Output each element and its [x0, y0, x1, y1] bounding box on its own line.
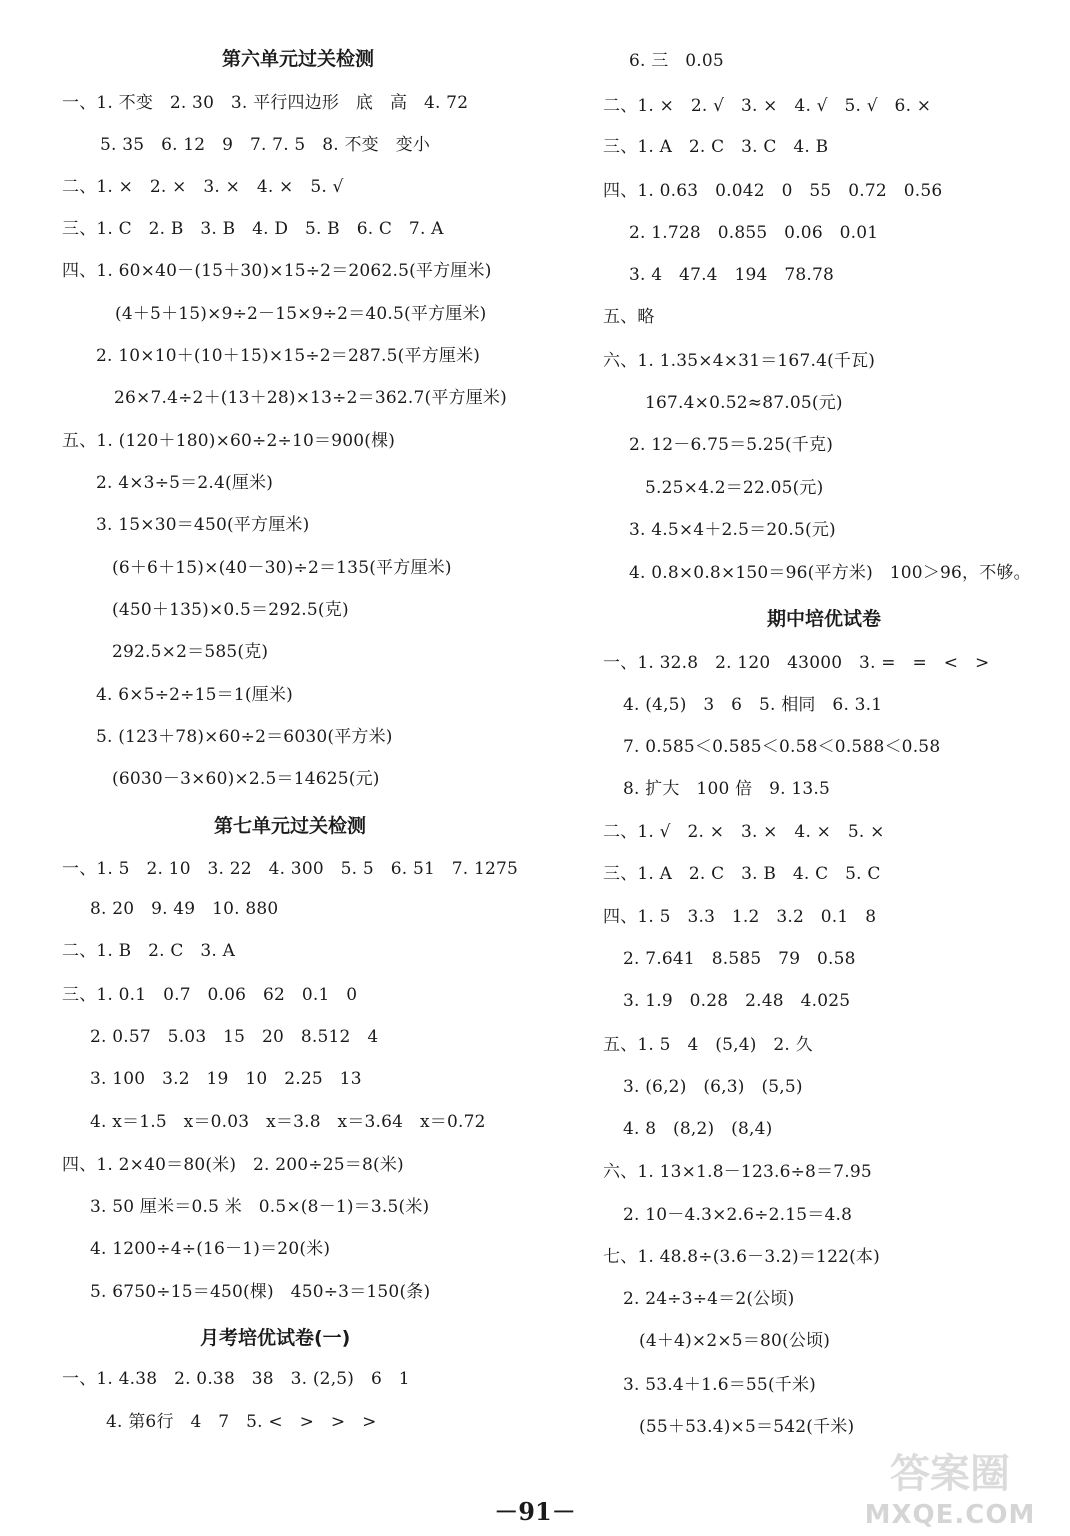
- answer-line: 4. 6×5÷2÷15＝1(厘米): [96, 685, 293, 705]
- answer-line: 3. 50 厘米＝0.5 米 0.5×(8－1)＝3.5(米): [90, 1197, 430, 1217]
- answer-line: 三、1. A 2. C 3. B 4. C 5. C: [603, 864, 881, 884]
- answer-line: 5. 6750÷15＝450(棵) 450÷3＝150(条): [90, 1282, 431, 1302]
- answer-line: 5. 35 6. 12 9 7. 7. 5 8. 不变 变小: [100, 135, 431, 155]
- answer-line: 六、1. 1.35×4×31＝167.4(千瓦): [603, 351, 876, 371]
- answer-line: 三、1. C 2. B 3. B 4. D 5. B 6. C 7. A: [62, 219, 444, 239]
- answer-line: 3. 100 3.2 19 10 2.25 13: [90, 1069, 362, 1089]
- answer-line: 167.4×0.52≈87.05(元): [645, 393, 843, 413]
- watermark-site-text: MXQE.COM: [864, 1500, 1036, 1530]
- answer-line: 8. 扩大 100 倍 9. 13.5: [623, 779, 830, 799]
- answer-line: 四、1. 0.63 0.042 0 55 0.72 0.56: [603, 181, 943, 201]
- answer-line: 5. (123＋78)×60÷2＝6030(平方米): [96, 727, 393, 747]
- answer-line: 二、1. × 2. × 3. × 4. × 5. √: [62, 177, 344, 197]
- answer-line: 8. 20 9. 49 10. 880: [90, 899, 279, 919]
- section-title-midterm: 期中培优试卷: [767, 608, 882, 630]
- answer-line: 4. 第6行 4 7 5. < > > >: [106, 1412, 377, 1432]
- answer-line: (4＋4)×2×5＝80(公顷): [639, 1331, 831, 1351]
- answer-line: 四、1. 5 3.3 1.2 3.2 0.1 8: [603, 907, 877, 927]
- answer-line: 四、1. 2×40＝80(米) 2. 200÷25＝8(米): [62, 1155, 404, 1175]
- answer-line: 二、1. B 2. C 3. A: [62, 941, 236, 961]
- answer-line: 一、1. 4.38 2. 0.38 38 3. (2,5) 6 1: [62, 1369, 410, 1389]
- answer-line: 2. 24÷3÷4＝2(公顷): [623, 1289, 795, 1309]
- answer-line: 四、1. 60×40－(15＋30)×15÷2＝2062.5(平方厘米): [62, 261, 492, 281]
- answer-line: 三、1. 0.1 0.7 0.06 62 0.1 0: [62, 985, 358, 1005]
- answer-line: 二、1. √ 2. × 3. × 4. × 5. ×: [603, 822, 885, 842]
- answer-line: (55＋53.4)×5＝542(千米): [639, 1417, 855, 1437]
- answer-line: 一、1. 5 2. 10 3. 22 4. 300 5. 5 6. 51 7. 1275: [62, 859, 519, 879]
- answer-line: 五、略: [603, 307, 655, 327]
- answer-line: 七、1. 48.8÷(3.6－3.2)＝122(本): [603, 1247, 880, 1267]
- answer-line: 一、1. 32.8 2. 120 43000 3. = = < >: [603, 653, 990, 673]
- page-number: －91－: [494, 1497, 576, 1526]
- answer-line: 3. 1.9 0.28 2.48 4.025: [623, 991, 851, 1011]
- answer-line: 2. 7.641 8.585 79 0.58: [623, 949, 856, 969]
- answer-line: 2. 10－4.3×2.6÷2.15＝4.8: [623, 1205, 853, 1225]
- answer-line: 4. 1200÷4÷(16－1)＝20(米): [90, 1239, 331, 1259]
- answer-line: 3. 53.4＋1.6＝55(千米): [623, 1375, 817, 1395]
- answer-line: 3. (6,2) (6,3) (5,5): [623, 1077, 803, 1097]
- answer-line: 六、1. 13×1.8－123.6÷8＝7.95: [603, 1162, 872, 1182]
- answer-line: 6. 三 0.05: [629, 51, 724, 71]
- answer-line: 5.25×4.2＝22.05(元): [645, 478, 824, 498]
- watermark-logo: [850, 1442, 1050, 1530]
- answer-line: 26×7.4÷2＋(13＋28)×13÷2＝362.7(平方厘米): [114, 388, 507, 408]
- section-title-unit6: 第六单元过关检测: [222, 48, 375, 70]
- answer-line: 二、1. × 2. √ 3. × 4. √ 5. √ 6. ×: [603, 96, 932, 116]
- answer-line: 4. x＝1.5 x＝0.03 x＝3.8 x＝3.64 x＝0.72: [90, 1112, 486, 1132]
- answer-line: 2. 10×10＋(10＋15)×15÷2＝287.5(平方厘米): [96, 346, 481, 366]
- answer-line: 3. 4 47.4 194 78.78: [629, 265, 835, 285]
- answer-line: 一、1. 不变 2. 30 3. 平行四边形 底 高 4. 72: [62, 93, 469, 113]
- watermark-logo-text: 答案圈: [890, 1451, 1010, 1497]
- answer-line: 2. 12－6.75＝5.25(千克): [629, 435, 834, 455]
- section-title-monthly: 月考培优试卷(一): [200, 1327, 351, 1349]
- answer-line: (450＋135)×0.5＝292.5(克): [112, 600, 349, 620]
- answer-line: (4＋5＋15)×9÷2－15×9÷2＝40.5(平方厘米): [115, 304, 487, 324]
- answer-line: 3. 15×30＝450(平方厘米): [96, 515, 310, 535]
- answer-line: 4. 0.8×0.8×150＝96(平方米) 100＞96，不够。: [629, 563, 1031, 583]
- answer-line: (6030－3×60)×2.5＝14625(元): [112, 769, 380, 789]
- answer-line: 292.5×2＝585(克): [112, 642, 269, 662]
- answer-line: 7. 0.585＜0.585＜0.58＜0.588＜0.58: [623, 737, 941, 757]
- answer-line: 3. 4.5×4＋2.5＝20.5(元): [629, 520, 836, 540]
- section-title-unit7: 第七单元过关检测: [214, 815, 367, 837]
- answer-line: (6＋6＋15)×(40－30)÷2＝135(平方厘米): [112, 558, 452, 578]
- answer-line: 4. 8 (8,2) (8,4): [623, 1119, 773, 1139]
- answer-line: 2. 1.728 0.855 0.06 0.01: [629, 223, 879, 243]
- answer-line: 三、1. A 2. C 3. C 4. B: [603, 137, 829, 157]
- answer-line: 2. 4×3÷5＝2.4(厘米): [96, 473, 274, 493]
- answer-line: 4. (4,5) 3 6 5. 相同 6. 3.1: [623, 695, 883, 715]
- answer-line: 2. 0.57 5.03 15 20 8.512 4: [90, 1027, 379, 1047]
- answer-line: 五、1. (120＋180)×60÷2÷10＝900(棵): [62, 431, 396, 451]
- answer-line: 五、1. 5 4 (5,4) 2. 久: [603, 1035, 813, 1055]
